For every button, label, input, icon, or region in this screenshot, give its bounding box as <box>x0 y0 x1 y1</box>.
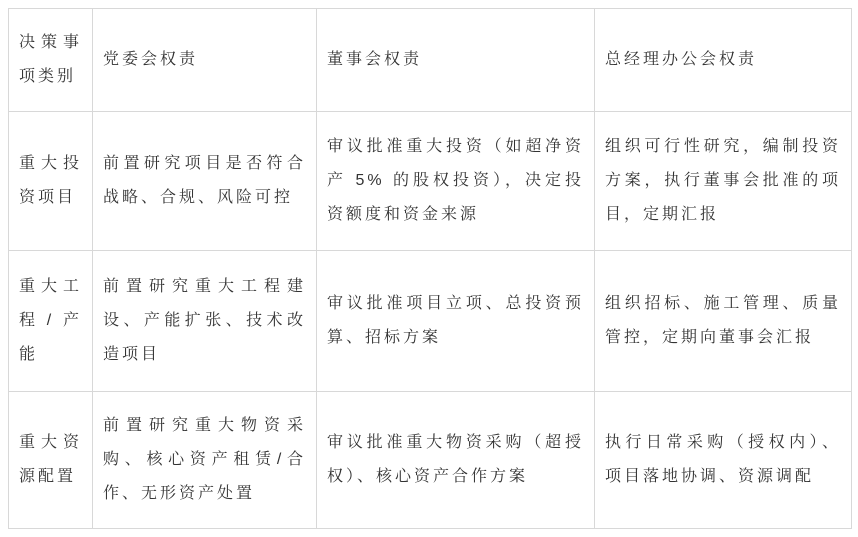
cell-category: 重大工程/产能 <box>9 251 93 392</box>
header-cell-category: 决策事项类别 <box>9 9 93 112</box>
cell-category: 重大投资项目 <box>9 112 93 251</box>
cell-party: 前置研究重大物资采购、核心资产租赁/合作、无形资产处置 <box>93 392 317 529</box>
header-cell-party: 党委会权责 <box>93 9 317 112</box>
cell-category: 重大资源配置 <box>9 392 93 529</box>
cell-party: 前置研究项目是否符合战略、合规、风险可控 <box>93 112 317 251</box>
table-row-major-engineering <box>9 251 852 392</box>
cell-board: 审议批准重大投资（如超净资产 5% 的股权投资），决定投资额度和资金来源 <box>317 112 595 251</box>
table-row-major-investment <box>9 112 852 251</box>
cell-party: 前置研究重大工程建设、产能扩张、技术改造项目 <box>93 251 317 392</box>
cell-board: 审议批准重大物资采购（超授权）、核心资产合作方案 <box>317 392 595 529</box>
cell-gm-office: 组织可行性研究，编制投资方案，执行董事会批准的项目，定期汇报 <box>595 112 852 251</box>
table-header-row <box>9 9 852 112</box>
decision-duty-table <box>8 8 852 529</box>
header-cell-board: 董事会权责 <box>317 9 595 112</box>
table-row-major-resource <box>9 392 852 529</box>
cell-gm-office: 执行日常采购（授权内）、项目落地协调、资源调配 <box>595 392 852 529</box>
header-cell-gm-office: 总经理办公会权责 <box>595 9 852 112</box>
cell-gm-office: 组织招标、施工管理、质量管控，定期向董事会汇报 <box>595 251 852 392</box>
cell-board: 审议批准项目立项、总投资预算、招标方案 <box>317 251 595 392</box>
